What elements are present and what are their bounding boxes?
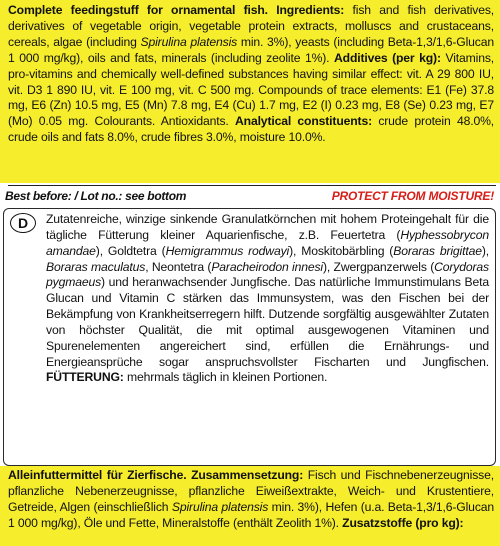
- species-name: Spirulina platensis: [140, 34, 238, 49]
- german-composition-panel: [0, 466, 500, 546]
- divider-line: [8, 185, 496, 186]
- species-name: Paracheirodon innesi: [211, 259, 323, 274]
- english-title: Complete feedingstuff for ornamental fish.: [8, 3, 268, 17]
- ingredients-text-cont: min. 3%), yeasts (including Beta-1,3/1,6-Glucan 1 000 mg/kg), oils and fats, minerals (including zeolite 1%).: [8, 34, 495, 65]
- species-name: Hyphessobrycon amandae: [46, 227, 489, 258]
- species-name: Boraras brigittae: [393, 243, 482, 258]
- best-before-text: Best before: / Lot no.: see bottom: [5, 189, 187, 203]
- german-title: Alleinfuttermittel für Zierfische.: [8, 468, 187, 482]
- additives-heading: Additives (per kg):: [334, 50, 441, 65]
- german-text-5: , Neontetra (: [145, 259, 212, 274]
- ingredients-text: fish and fish derivatives, derivatives of vegetable origin, vegetable protein extracts, molluscs and crustaceans, cereals, algae (including: [8, 3, 494, 49]
- protect-from-moisture-warning: PROTECT FROM MOISTURE!: [331, 189, 494, 203]
- german-text-3: ), Moskitobärbling (: [289, 243, 394, 258]
- ingredients-heading: Ingredients:: [276, 3, 345, 17]
- best-before-row: [0, 187, 500, 205]
- zusammensetzung-text: Fisch und Fischnebenerzeugnisse, pflanzliche Nebenerzeugnisse, pflanzliche Eiweißextrakte, Weich- und Krustentiere, Getreide, Algen (einschließlich: [8, 468, 494, 514]
- analytical-text: crude protein 48.0%, crude oils and fats 8.0%, crude fibres 3.0%, moisture 10.0%.: [8, 114, 495, 145]
- german-composition-text: [8, 468, 494, 532]
- analytical-heading: Analytical constituents:: [235, 114, 372, 129]
- zusatzstoffe-heading: Zusatzstoffe (pro kg):: [342, 515, 464, 530]
- german-text-4: ),: [481, 243, 489, 258]
- german-text-1: Zutatenreiche, winzige sinkende Granulatkörnchen mit hohem Proteingehalt für die tägliche Fütterung kleiner Aquarienfische, z.B. Feuertetra (: [46, 212, 489, 242]
- german-description-panel: [3, 208, 496, 466]
- zusammensetzung-heading: Zusammensetzung:: [191, 468, 304, 482]
- german-text-6: ), Zwergpanzerwels (: [323, 259, 435, 274]
- spacer: [268, 3, 276, 17]
- feeding-text: mehrmals täglich in kleinen Portionen.: [123, 370, 328, 385]
- additives-text: Vitamins, pro-vitamins and chemically well-defined substances having similar effect: vit. A 29 800 IU, vit. D3 1 890 IU, vit. E 100 mg, vit. C 500 mg. Compounds of trace elements: E1 (Fe) 37.8 mg, E6 (Zn) 10.5 mg, E5 (Mn) 7.8 mg, E4 (Cu) 1.7 mg, E2 (I) 0.23 mg, E8 (Se) 0.23 mg, E7 (Mo) 0.05 mg. Colourants. Antioxidants.: [8, 50, 494, 129]
- species-name: Boraras maculatus: [46, 259, 146, 274]
- english-composition-text: [8, 3, 494, 146]
- feeding-heading: FÜTTERUNG:: [46, 370, 124, 385]
- german-text-2: ), Goldtetra (: [95, 243, 166, 258]
- zusammensetzung-text-cont: min. 3%), Hefen (u.a. Beta-1,3/1,6-Glucan 1 000 mg/kg), Öle und Fette, Mineralstoffe (enthält Zeolith 1%).: [8, 499, 495, 530]
- species-name: Spirulina platensis: [171, 499, 269, 514]
- german-description-text: [46, 212, 489, 386]
- english-label-panel: [0, 0, 500, 183]
- language-badge-d: D: [10, 213, 36, 233]
- species-name: Hemigrammus rodwayi: [165, 243, 290, 258]
- german-text-7: ) und heranwachsender Jungfische. Das natürliche Immunstimulans Beta Glucan und Vitamin C stärken das Immunsystem, was den Fischen bei der Bekämpfung von Krankheitserregern hilft. Dutzende sorgfältig ausgewählter Zutaten von höchster Qualität, die mit optimal ausgewogenen Vitaminen und Spurenelementen angereichert sind, erfüllen die Ernährungs- und Energieansprüche sogar anspruchsvollster Fischarten und Jungfischen.: [46, 275, 489, 369]
- species-name: Corydoras pygmaeus: [46, 259, 489, 290]
